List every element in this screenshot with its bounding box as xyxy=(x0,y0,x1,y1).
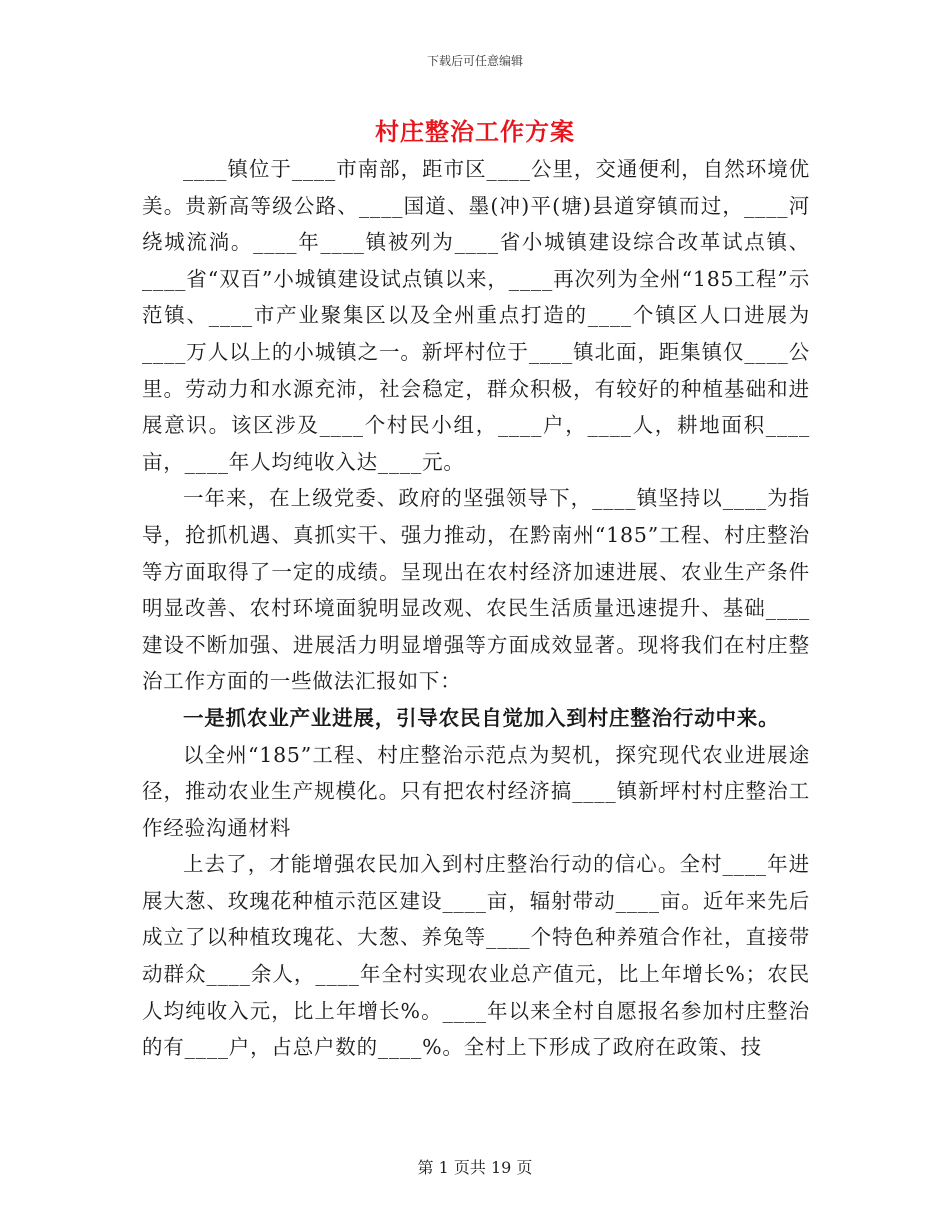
page-number: 第 1 页共 19 页 xyxy=(417,1158,533,1177)
document-body xyxy=(142,151,810,1066)
section-heading: 一是抓农业产业进展，引导农民自觉加入到村庄整治行动中来。 xyxy=(183,705,780,730)
paragraph-results: 上去了，才能增强农民加入到村庄整治行动的信心。全村____年进展大葱、玫瑰花种植示范区建设____亩，辐射带动____亩。近年来先后成立了以种植玫瑰花、大葱、养兔等____个特色种养殖合作社，直接带动群众____余人，____年全村实现农业总产值元，比上年增长%；农民人均纯收入元，比上年增长%。____年以来全村自愿报名参加村庄整治的有____户，占总户数的____%。全村上下形成了政府在政策、技 xyxy=(142,852,810,1060)
document-title: 村庄整治工作方案 xyxy=(375,117,575,146)
paragraph-achievements: 一年来，在上级党委、政府的坚强领导下，____镇坚持以____为指导，抢抓机遇、真抓实干、强力推动，在黔南州“185”工程、村庄整治等方面取得了一定的成绩。呈现出在农村经济加速进展、农业生产条件明显改善、农村环境面貌明显改观、农民生活质量迅速提升、基础____建设不断加强、进展活力明显增强等方面成效显著。现将我们在村庄整治工作方面的一些做法汇报如下： xyxy=(142,486,810,694)
header-note: 下载后可任意编辑 xyxy=(426,54,523,68)
paragraph-agriculture: 以全州“185”工程、村庄整治示范点为契机，探究现代农业进展途径，推动农业生产规模化。只有把农村经济搞____镇新坪村村庄整治工作经验沟通材料 xyxy=(142,742,810,840)
paragraph-intro: ____镇位于____市南部，距市区____公里，交通便利，自然环境优美。贵新高等级公路、____国道、墨(冲)平(塘)县道穿镇而过，____河绕城流淌。____年____镇被列为____省小城镇建设综合改革试点镇、____省“双百”小城镇建设试点镇以来，____再次列为全州“185工程”示范镇、____市产业聚集区以及全州重点打造的____个镇区人口进展为____万人以上的小城镇之一。新坪村位于____镇北面，距集镇仅____公里。劳动力和水源充沛，社会稳定，群众积极，有较好的种植基础和进展意识。该区涉及____个村民小组，____户，____人，耕地面积____亩，____年人均纯收入达____元。 xyxy=(142,157,810,474)
